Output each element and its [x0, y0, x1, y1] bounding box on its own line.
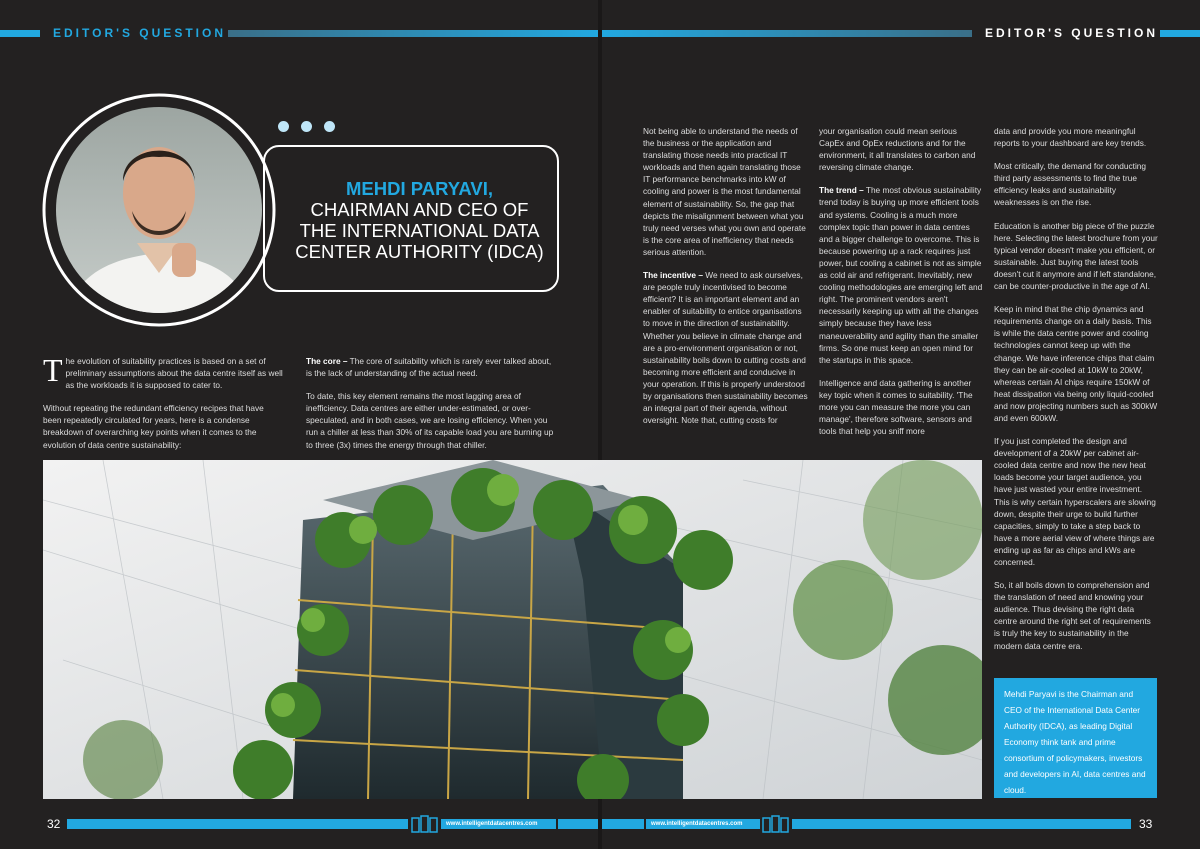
col5-paragraph-2: Most critically, the demand for conducting third party assessments to find the true efficiency leaks and sustainability weaknesses is on the rise. — [994, 161, 1147, 208]
col5-paragraph-3: Education is another big piece of the puzzle here. Selecting the latest brochure from your typical vendor doesn't make you efficient, or sustainable. Just buying the latest tools doesn't cut it anymore and if left standalone, can be counter-productive in the age of AI. — [994, 220, 1158, 292]
col2-paragraph-2: To date, this key element remains the most lagging area of inefficiency. Data centres are either under-estimated, or over-speculated, and in both cases, we are losing efficiency. When you run a chiller at less than 30% of its capable load you are burning up to three (3x) times the energy through that chiller. — [306, 391, 554, 450]
col3-paragraph-2 — [643, 269, 809, 426]
portrait-photo — [42, 93, 276, 327]
col5-paragraph-1: data and provide you more meaningful reports to your dashboard are key trends. — [994, 126, 1147, 149]
intro-paragraph — [43, 352, 283, 391]
header-bar-left-gradient — [228, 30, 598, 37]
author-name: MEHDI PARYAVI, — [346, 178, 493, 199]
core-lead: The core – — [306, 356, 348, 366]
trend-text: The most obvious sustainability trend today is buying up more efficient tools and systems. Cooling is a much more complex topic than power in data centres and a bigger challenge to overcome. This is because powering up a rack requires just power, but cooling a cabinet is not as simple as cold air and refrigerant. Inevitably, new cooling methodologies are emerging left and right. The prominent vendors aren't necessarily keeping up with all the changes simply because they have less maneuverability and agility than the smaller firms. So one must keep an open mind for the startups in this space. — [819, 185, 983, 365]
col5-paragraph-4: Keep in mind that the chip dynamics and requirements change on a daily basis. This is while the data centre power and cooling technologies cannot keep up with the change. We have inference chips that claim they can be air-cooled at 10kW to 20kW, whereas certain AI chips require 150kW of heat dissipation via being only liquid-cooled and now projecting numbers such as 300kW and even 600kW. — [994, 304, 1158, 423]
column-3 — [643, 125, 809, 437]
col4-paragraph-2 — [819, 184, 984, 365]
idc-logo-icon-right — [762, 815, 790, 833]
column-1 — [43, 352, 283, 462]
trend-lead: The trend – — [819, 185, 864, 196]
decor-dot-1 — [278, 121, 289, 132]
footer-url-left[interactable]: www.intelligentdatacentres.com — [446, 821, 538, 827]
decor-dot-2 — [301, 121, 312, 132]
idc-logo-icon-left — [411, 815, 439, 833]
drop-cap: T — [43, 352, 63, 388]
col4-paragraph-1: your organisation could mean serious CapEx and OpEx reductions and for the environment, it all translates to carbon and reversing climate change. — [819, 126, 976, 173]
incentive-text: We need to ask ourselves, are people truly incentivised to become efficient? It is an important element and an enabler of suitability to entice organisations to move in the direction of sustainability. Whether you believe in climate change and are a pro-environment organisation or not, sustainability boils down to cutting costs and becoming more efficient and conducive in your operation. If this is properly understood by organisations then sustainability becomes an integral part of their agenda, without oversight. Note that, cutting costs for — [643, 270, 808, 426]
section-label-right: EDITOR'S QUESTION — [985, 26, 1158, 40]
intro-text: he evolution of suitability practices is based on a set of preliminary assumptions about the data centre itself as well as the workloads it is supposed to cater to. — [65, 356, 283, 391]
col2-paragraph-1 — [306, 355, 554, 379]
header-bar-left-start — [0, 30, 40, 37]
footer-bar-right — [792, 819, 1131, 829]
col5-paragraph-5: If you just completed the design and development of a 20kW per cabinet air-cooled data centre and now the new heat loads become your target audience, you have just wasted your entire investment. This is why certain hyperscalers are slowing down, despite their urge to build further capacities, simply to take a step back to have a more aerial view of where things are ending up as far as chips and kWs are concerned. — [994, 436, 1156, 567]
col3-paragraph-1: Not being able to understand the needs of the business or the application and translating those needs into practical IT workloads and then again translating those IT performance benchmarks into kW of cooling and power is the most fundamental element of sustainability. So, the gap that depicts the misalignment between what you truly need verses what you own and operate is the core area of inefficiency that needs serious attention. — [643, 126, 806, 257]
core-text: The core of suitability which is rarely ever talked about, is the lack of understanding of the actual need. — [306, 356, 552, 379]
col5-paragraph-6: So, it all boils down to comprehension and the translation of need and knowing your audience. Thus devising the right data centre around the right set of requirements is truly the key to sustainability in the modern data centre era. — [994, 580, 1151, 651]
col4-paragraph-3: Intelligence and data gathering is another key topic when it comes to suitability. 'The more you can measure the more you can manage', therefore software, sensors and tools that help you sniff more — [819, 377, 973, 437]
incentive-lead: The incentive – — [643, 270, 703, 281]
footer-bar-left-end — [558, 819, 598, 829]
column-5 — [994, 125, 1158, 663]
footer-bar-right-start — [602, 819, 644, 829]
page-number-right: 33 — [1139, 817, 1153, 831]
author-role: CHAIRMAN AND CEO OF THE INTERNATIONAL DATA CENTER AUTHORITY (IDCA) — [295, 199, 544, 262]
green-building-image — [43, 460, 982, 799]
col1-paragraph-2: Without repeating the redundant efficiency recipes that have been repeatedly circulated for years, here is a condense breakdown of overarching key points when it comes to the evolution of data centre sustainability: — [43, 403, 264, 450]
decor-dot-3 — [324, 121, 335, 132]
header-bar-right-end — [1160, 30, 1200, 37]
section-label-left: EDITOR'S QUESTION — [53, 26, 226, 40]
page-number-left: 32 — [47, 817, 61, 831]
header-bar-right-gradient — [602, 30, 972, 37]
footer-url-right[interactable]: www.intelligentdatacentres.com — [651, 821, 743, 827]
column-4 — [819, 125, 984, 448]
author-bio-box: Mehdi Paryavi is the Chairman and CEO of the International Data Center Authority (IDCA), as leading Digital Economy think tank and prime consortium of policymakers, investors and developers in AI, data centres and cloud. — [994, 678, 1157, 798]
column-2 — [306, 355, 554, 462]
footer-bar-left — [67, 819, 408, 829]
article-title — [292, 178, 547, 262]
